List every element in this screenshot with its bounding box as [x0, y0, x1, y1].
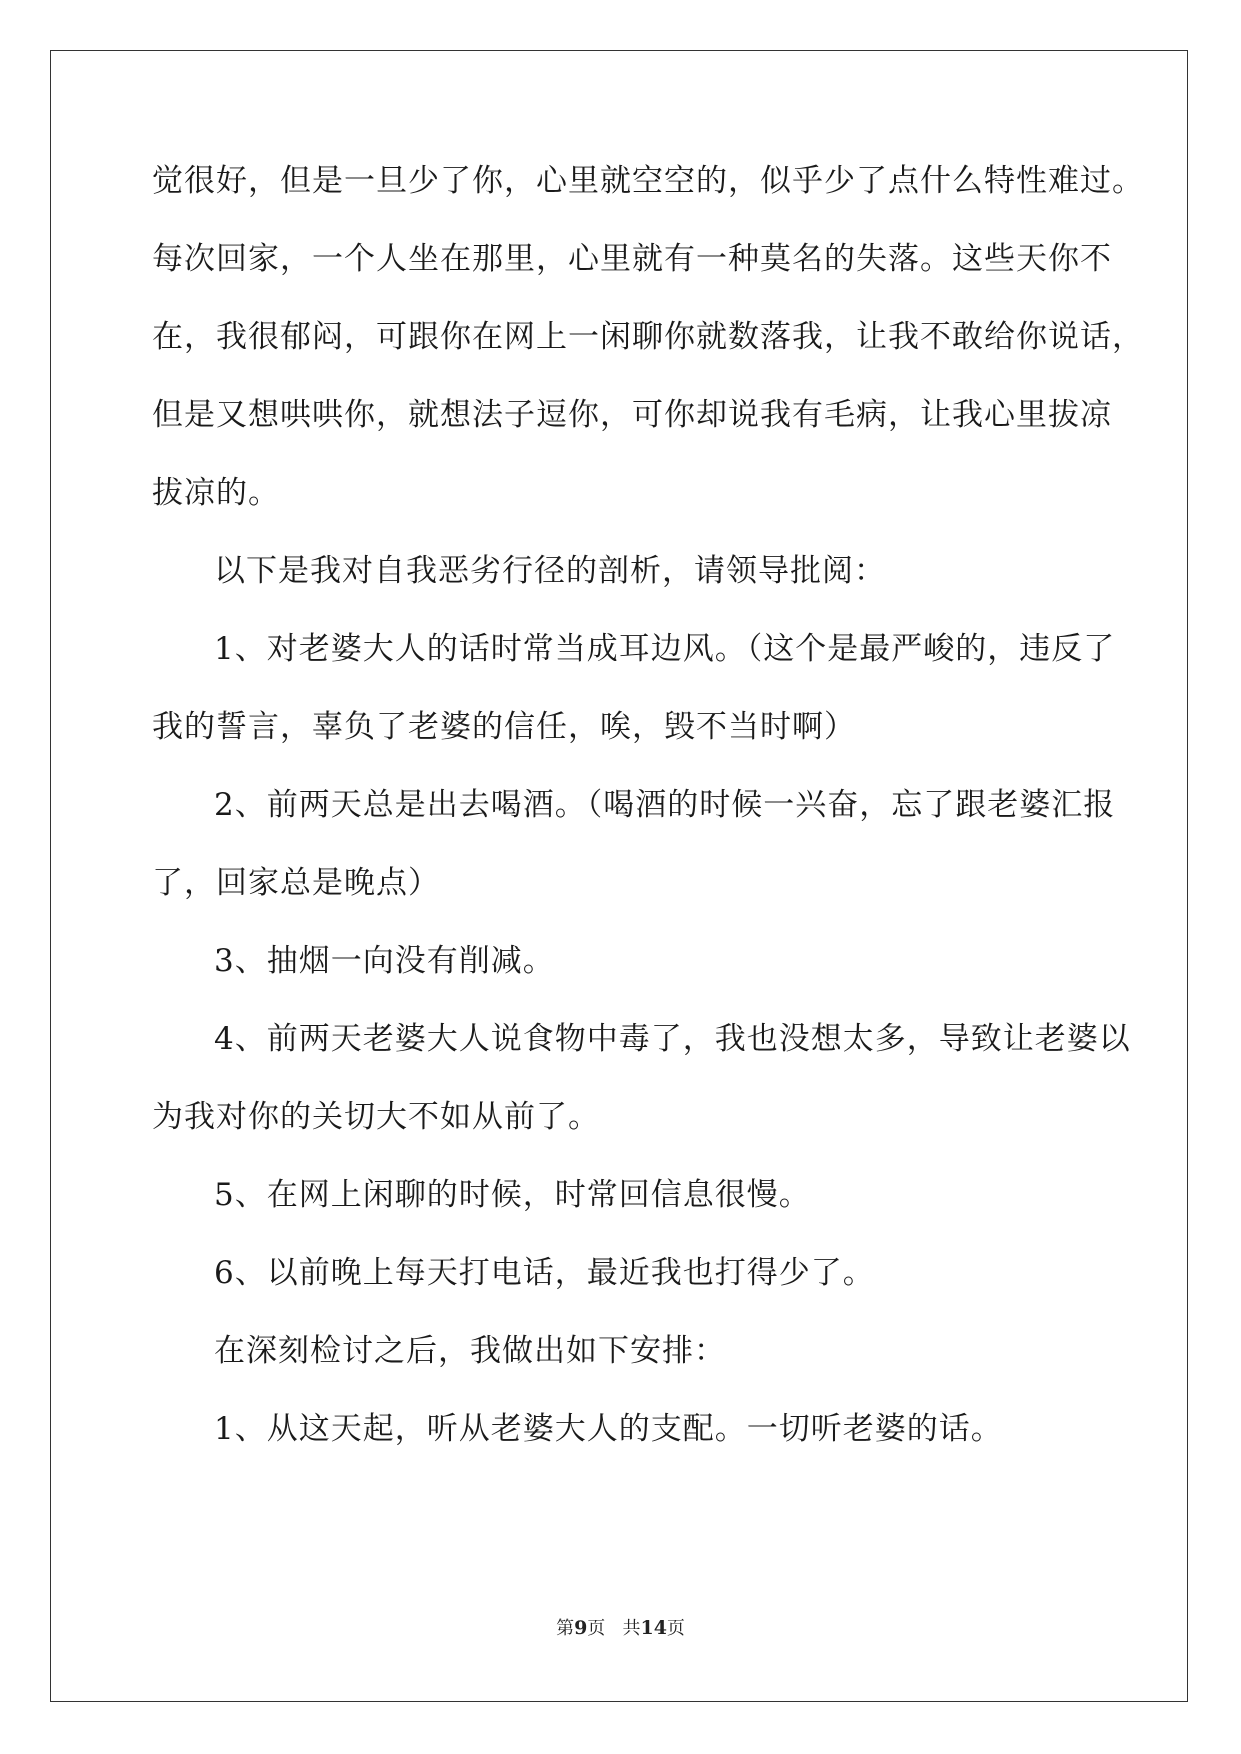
document-body	[152, 158, 1144, 1484]
text-line: 6、以前晚上每天打电话，最近我也打得少了。	[214, 1255, 875, 1291]
page-suffix: 页	[587, 1618, 606, 1639]
total-suffix: 页	[666, 1618, 685, 1639]
text-line: 但是又想哄哄你，就想法子逗你，可你却说我有毛病，让我心里拔凉	[152, 397, 1112, 433]
text-line: 每次回家，一个人坐在那里，心里就有一种莫名的失落。这些天你不	[152, 241, 1112, 277]
text-line: 拔凉的。	[152, 475, 280, 511]
text-line: 以下是我对自我恶劣行径的剖析，请领导批阅：	[214, 553, 886, 589]
text-line: 在，我很郁闷，可跟你在网上一闲聊你就数落我，让我不敢给你说话，	[152, 319, 1144, 355]
total-page-count: 14	[640, 1617, 667, 1639]
text-line: 为我对你的关切大不如从前了。	[152, 1099, 600, 1135]
page-prefix: 第	[556, 1618, 575, 1639]
text-line: 在深刻检讨之后，我做出如下安排：	[214, 1333, 726, 1369]
text-line: 我的誓言，辜负了老婆的信任，唉，毁不当时啊）	[152, 709, 856, 745]
text-line: 了，回家总是晚点）	[152, 865, 440, 901]
text-line: 3、抽烟一向没有削减。	[214, 943, 555, 979]
text-line: 4、前两天老婆大人说食物中毒了，我也没想太多，导致让老婆以	[214, 1021, 1131, 1057]
text-line: 5、在网上闲聊的时候，时常回信息很慢。	[214, 1177, 811, 1213]
current-page-number: 9	[574, 1617, 588, 1639]
text-line: 2、前两天总是出去喝酒。（喝酒的时候一兴奋，忘了跟老婆汇报	[214, 787, 1116, 823]
text-line: 觉很好，但是一旦少了你，心里就空空的，似乎少了点什么特性难过。	[152, 163, 1144, 199]
page-footer	[0, 1614, 1241, 1640]
total-prefix: 共	[622, 1618, 641, 1639]
text-line: 1、对老婆大人的话时常当成耳边风。（这个是最严峻的，违反了	[214, 631, 1116, 667]
text-line: 1、从这天起，听从老婆大人的支配。一切听老婆的话。	[214, 1411, 1003, 1447]
